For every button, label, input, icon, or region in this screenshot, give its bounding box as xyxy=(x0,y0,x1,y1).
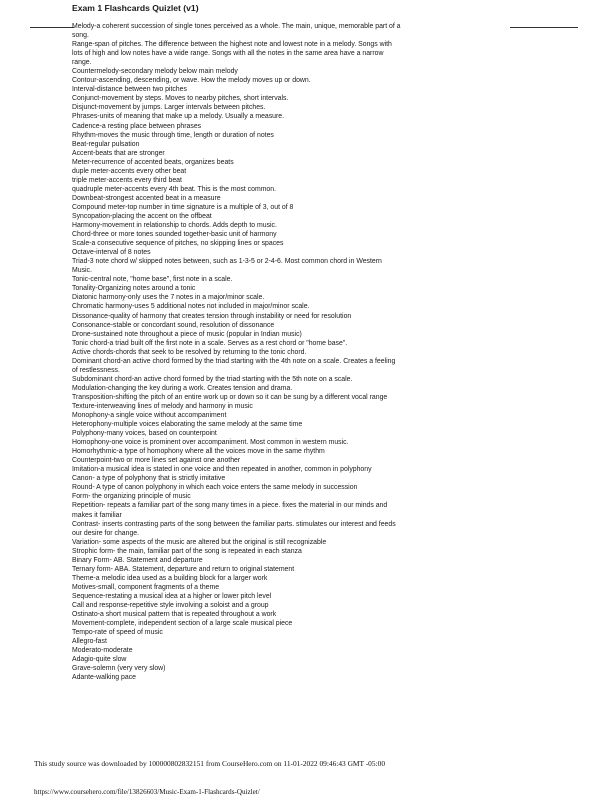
flashcard-definition: -movement in relationship to chords. Adds depth to music. xyxy=(99,222,277,230)
flashcard-definition: -a short musical pattern that is repeated throughout a work xyxy=(97,611,277,619)
flashcard-entry xyxy=(72,429,402,438)
flashcard-entry xyxy=(72,339,402,348)
flashcard-entry xyxy=(72,538,402,547)
flashcard-entry xyxy=(72,275,402,284)
flashcard-entry xyxy=(72,375,402,384)
flashcard-term: Cadence xyxy=(72,122,100,130)
flashcard-list xyxy=(72,22,402,682)
flashcard-term: Texture xyxy=(72,402,95,410)
flashcard-term: Ostinato xyxy=(72,611,98,619)
flashcard-definition: - A type of canon polyphony in which each voice enters the same melody in succession xyxy=(92,484,358,492)
flashcard-definition: -placing the accent on the offbeat xyxy=(109,212,212,220)
flashcard-definition: -two or more lines set against one another xyxy=(111,457,241,465)
flashcard-term: Imitation xyxy=(72,466,99,474)
flashcard-definition: -a single voice without accompaniment xyxy=(108,412,227,420)
flashcard-term: Dissonance xyxy=(72,312,109,320)
flashcard-entry xyxy=(72,131,402,140)
flashcard-term: duple meter xyxy=(72,167,109,175)
flashcard-entry xyxy=(72,149,402,158)
flashcard-definition: -solemn (very very slow) xyxy=(90,665,166,673)
flashcard-definition: -accents every 4th beat. This is the most common. xyxy=(122,185,277,193)
flashcard-term: Binary Form xyxy=(72,556,110,564)
flashcard-definition: -accents every other beat xyxy=(108,167,187,175)
flashcard-term: Interval xyxy=(72,86,95,94)
flashcard-term: Modulation xyxy=(72,384,106,392)
flashcard-term: Tempo xyxy=(72,629,93,637)
flashcard-definition: -complete, independent section of a large scale musical piece xyxy=(104,620,293,628)
flashcard-entry xyxy=(72,520,402,538)
flashcard-term: Octave xyxy=(72,249,94,257)
flashcard-definition: -moves the music through time, length or duration of notes xyxy=(95,131,274,139)
flashcard-entry xyxy=(72,655,402,664)
flashcard-definition: - the main, familiar part of the song is repeated in each stanza xyxy=(112,547,302,555)
flashcard-term: Dominant chord xyxy=(72,357,121,365)
flashcard-term: Chord xyxy=(72,231,91,239)
flashcard-entry xyxy=(72,112,402,121)
flashcard-definition: -a consecutive sequence of pitches, no skipping lines or spaces xyxy=(89,240,284,248)
flashcard-definition: -secondary melody below main melody xyxy=(118,68,238,76)
flashcard-entry xyxy=(72,420,402,429)
flashcard-entry xyxy=(72,601,402,610)
flashcard-definition: -an active chord formed by the triad starting with the 4th note on a scale. Creates a feeling of restlessness. xyxy=(72,357,396,374)
flashcard-term: Drone xyxy=(72,330,91,338)
flashcard-entry xyxy=(72,583,402,592)
flashcard-term: Active chords xyxy=(72,348,114,356)
flashcard-entry xyxy=(72,456,402,465)
flashcard-term: Tonic xyxy=(72,276,89,284)
flashcard-definition: -central note, "home base", first note in a scale. xyxy=(88,276,233,284)
flashcard-term: Monophony xyxy=(72,412,109,420)
flashcard-term: Sequence xyxy=(72,592,104,600)
flashcard-definition: -only uses the 7 notes in a major/minor scale. xyxy=(125,294,265,302)
flashcard-term: Polyphony xyxy=(72,430,105,438)
flashcard-definition: - ABA. Statement, departure and return to original statement xyxy=(110,565,295,573)
flashcard-entry xyxy=(72,592,402,601)
flashcard-definition: -walking pace xyxy=(93,674,136,682)
flashcard-entry xyxy=(72,402,402,411)
flashcard-definition: -repetitive style involving a soloist and a group xyxy=(127,602,269,609)
flashcard-definition: -many voices, based on counterpoint xyxy=(104,430,217,438)
flashcard-definition: - inserts contrasting parts of the song between the familiar parts. stimulates our interest and feeds our desire for change. xyxy=(72,520,396,537)
flashcard-definition: -interweaving lines of melody and harmony in music xyxy=(94,402,253,410)
flashcard-entry xyxy=(72,230,402,239)
flashcard-entry xyxy=(72,302,402,311)
flashcard-entry xyxy=(72,185,402,194)
flashcard-entry xyxy=(72,312,402,321)
flashcard-definition: -small, component fragments of a theme xyxy=(95,583,220,591)
flashcard-entry xyxy=(72,167,402,176)
flashcard-term: Ternary form xyxy=(72,565,111,573)
flashcard-definition: -uses 5 additional notes not included in major/minor scale. xyxy=(132,303,310,311)
flashcard-term: Tonality xyxy=(72,285,96,293)
flashcard-entry xyxy=(72,411,402,420)
flashcard-term: Moderato xyxy=(72,647,102,655)
flashcard-term: Scale xyxy=(72,240,90,248)
flashcard-entry xyxy=(72,103,402,112)
flashcard-definition: -multiple voices elaborating the same melody at the same time xyxy=(111,421,303,429)
flashcard-definition: -an active chord formed by the triad starting with the 5th note on a scale. xyxy=(131,375,353,383)
flashcard-definition: -top number in time signature is a multiple of 3, out of 8 xyxy=(125,203,294,211)
flashcard-term: Melody xyxy=(72,23,95,30)
flashcard-term: Downbeat xyxy=(72,194,104,202)
flashcard-entry xyxy=(72,203,402,212)
flashcard-entry xyxy=(72,257,402,275)
flashcard-entry xyxy=(72,664,402,673)
flashcard-term: Contour xyxy=(72,77,97,85)
flashcard-definition: -a type of homophony where all the voices move in the same rhythm xyxy=(116,448,325,456)
flashcard-definition: -one voice is prominent over accompaniment. Most common in western music. xyxy=(109,439,349,447)
flashcard-definition: - a type of polyphony that is strictly imitative xyxy=(92,475,226,483)
flashcard-term: triple meter xyxy=(72,176,107,184)
flashcard-term: Variation xyxy=(72,538,99,546)
flashcard-definition: -distance between two pitches xyxy=(94,86,187,94)
flashcard-definition: -movement by jumps. Larger intervals between pitches. xyxy=(96,104,266,112)
flashcard-term: Adagio xyxy=(72,656,94,664)
flashcard-term: Tonic chord xyxy=(72,339,108,347)
flashcard-entry xyxy=(72,438,402,447)
flashcard-definition: -shifting the pitch of an entire work up or down so it can be sung by a different vocal range xyxy=(113,393,388,401)
flashcard-term: Strophic form xyxy=(72,547,113,555)
source-url-link[interactable]: https://www.coursehero.com/file/13826603/Music-Exam-1-Flashcards-Quizlet/ xyxy=(34,788,260,796)
flashcard-term: Theme xyxy=(72,574,94,582)
page-title: Exam 1 Flashcards Quizlet (v1) xyxy=(72,3,199,13)
flashcard-term: quadruple meter xyxy=(72,185,123,193)
flashcard-definition: -span of pitches. The difference between the highest note and lowest note in a melody. Songs with lots of high and low notes have a wide range. Songs with all the notes in the same area have a narrow range. xyxy=(72,41,392,67)
flashcard-definition: - repeats a familiar part of the song many times in a piece. fixes the material in our minds and makes it familiar xyxy=(72,502,388,519)
flashcard-definition: - AB. Statement and departure xyxy=(109,556,203,564)
flashcard-term: Grave xyxy=(72,665,91,673)
flashcard-definition: -stable or concordant sound, resolution of dissonance xyxy=(110,321,275,329)
flashcard-term: Countermelody xyxy=(72,68,119,76)
flashcard-entry xyxy=(72,673,402,682)
flashcard-term: Subdominant chord xyxy=(72,375,132,383)
flashcard-entry xyxy=(72,321,402,330)
flashcard-entry xyxy=(72,158,402,167)
flashcard-term: Homorhythmic xyxy=(72,448,117,456)
flashcard-definition: -units of meaning that make up a melody. Usually a measure. xyxy=(97,113,285,121)
flashcard-definition: -a triad built off the first note in a scale. Serves as a rest chord or "home base". xyxy=(107,339,348,347)
flashcard-entry xyxy=(72,556,402,565)
flashcard-term: Chromatic harmony xyxy=(72,303,133,311)
flashcard-term: Harmony xyxy=(72,222,100,230)
download-notice: This study source was downloaded by 100000802832151 from CourseHero.com on 11-01-2022 09:46:43 GMT -05:00 xyxy=(34,759,386,768)
flashcard-entry xyxy=(72,330,402,339)
flashcard-term: Rhythm xyxy=(72,131,96,139)
flashcard-term: Homophony xyxy=(72,439,110,447)
flashcard-term: Round xyxy=(72,484,93,492)
flashcard-entry xyxy=(72,492,402,501)
flashcard-definition: - the organizing principle of music xyxy=(88,493,191,501)
flashcard-entry xyxy=(72,646,402,655)
flashcard-definition: -three or more tones sounded together-basic unit of harmony xyxy=(90,231,277,239)
flashcard-entry xyxy=(72,610,402,619)
flashcard-definition: -moderate xyxy=(101,647,133,655)
flashcard-term: Transposition xyxy=(72,393,114,401)
flashcard-definition: - some aspects of the music are altered but the original is still recognizable xyxy=(98,538,327,546)
flashcard-term: Range xyxy=(72,41,93,49)
flashcard-term: Adante xyxy=(72,674,94,682)
flashcard-entry xyxy=(72,293,402,302)
flashcard-entry xyxy=(72,348,402,357)
flashcard-entry xyxy=(72,483,402,492)
flashcard-entry xyxy=(72,637,402,646)
flashcard-entry xyxy=(72,76,402,85)
flashcard-term: Heterophony xyxy=(72,421,112,429)
flashcard-definition: -sustained note throughout a piece of music (popular in Indian music) xyxy=(90,330,302,338)
flashcard-entry xyxy=(72,67,402,76)
flashcard-definition: -strongest accented beat in a measure xyxy=(103,194,221,202)
flashcard-definition: -quality of harmony that creates tension through instability or need for resolution xyxy=(108,312,352,320)
flashcard-entry xyxy=(72,393,402,402)
divider-left xyxy=(30,27,74,28)
flashcard-definition: -a resting place between phrases xyxy=(99,122,202,130)
flashcard-term: Movement xyxy=(72,620,105,628)
flashcard-term: Syncopation xyxy=(72,212,110,220)
flashcard-entry xyxy=(72,474,402,483)
flashcard-definition: -fast xyxy=(93,638,107,646)
flashcard-entry xyxy=(72,384,402,393)
flashcard-entry xyxy=(72,221,402,230)
flashcard-definition: -restating a musical idea at a higher or lower pitch level xyxy=(103,592,272,600)
flashcard-definition: -rate of speed of music xyxy=(92,629,163,637)
flashcard-entry xyxy=(72,628,402,637)
flashcard-definition: -quite slow xyxy=(93,656,127,664)
flashcard-term: Motives xyxy=(72,583,96,591)
flashcard-entry xyxy=(72,40,402,67)
flashcard-term: Counterpoint xyxy=(72,457,112,465)
flashcard-term: Repetition xyxy=(72,502,104,510)
flashcard-definition: -chords that seek to be resolved by returning to the tonic chord. xyxy=(113,348,307,356)
flashcard-definition: -a musical idea is stated in one voice and then repeated in another, common in polyphony xyxy=(98,466,372,474)
flashcard-term: Accent xyxy=(72,149,94,157)
flashcard-definition: -changing the key during a work. Creates tension and drama. xyxy=(105,384,293,392)
flashcard-entry xyxy=(72,619,402,628)
flashcard-term: Consonance xyxy=(72,321,111,329)
flashcard-term: Conjunct xyxy=(72,95,100,103)
flashcard-term: Beat xyxy=(72,140,87,148)
flashcard-entry xyxy=(72,248,402,257)
flashcard-entry xyxy=(72,85,402,94)
flashcard-entry xyxy=(72,194,402,203)
flashcard-definition: -3 note chord w/ skipped notes between, such as 1-3-5 or 2-4-6. Most common chord in Western Music. xyxy=(72,258,382,275)
flashcard-entry xyxy=(72,565,402,574)
flashcard-entry xyxy=(72,465,402,474)
flashcard-definition: -Organizing notes around a tonic xyxy=(95,285,196,293)
flashcard-entry xyxy=(72,122,402,131)
flashcard-term: Contrast xyxy=(72,520,99,528)
flashcard-definition: -beats that are stronger xyxy=(93,149,165,157)
flashcard-term: Call and response xyxy=(72,602,128,609)
flashcard-definition: -a coherent succession of single tones perceived as a whole. The main, unique, memorable part of a song. xyxy=(72,23,401,40)
flashcard-term: Allegro xyxy=(72,638,94,646)
flashcard-entry xyxy=(72,357,402,375)
flashcard-entry xyxy=(72,501,402,519)
flashcard-entry xyxy=(72,547,402,556)
flashcard-entry xyxy=(72,22,402,40)
flashcard-term: Disjunct xyxy=(72,104,97,112)
flashcard-definition: -a melodic idea used as a building block for a larger work xyxy=(93,574,268,582)
flashcard-term: Canon xyxy=(72,475,93,483)
flashcard-definition: -movement by steps. Moves to nearby pitches, short intervals. xyxy=(99,95,289,103)
flashcard-entry xyxy=(72,574,402,583)
flashcard-entry xyxy=(72,176,402,185)
flashcard-entry xyxy=(72,140,402,149)
flashcard-definition: -accents every third beat xyxy=(106,176,182,184)
flashcard-definition: -regular pulsation xyxy=(86,140,140,148)
divider-right xyxy=(510,27,578,28)
flashcard-entry xyxy=(72,212,402,221)
flashcard-term: Phrases xyxy=(72,113,98,121)
flashcard-entry xyxy=(72,239,402,248)
flashcard-definition: -ascending, descending, or wave. How the melody moves up or down. xyxy=(96,77,311,85)
flashcard-entry xyxy=(72,94,402,103)
flashcard-term: Triad xyxy=(72,258,88,266)
flashcard-term: Diatonic harmony xyxy=(72,294,126,302)
flashcard-entry xyxy=(72,284,402,293)
flashcard-term: Compound meter xyxy=(72,203,126,211)
flashcard-definition: -recurrence of accented beats, organizes beats xyxy=(89,158,234,166)
flashcard-entry xyxy=(72,447,402,456)
flashcard-term: Form xyxy=(72,493,89,501)
flashcard-definition: -interval of 8 notes xyxy=(93,249,151,257)
flashcard-term: Meter xyxy=(72,158,90,166)
